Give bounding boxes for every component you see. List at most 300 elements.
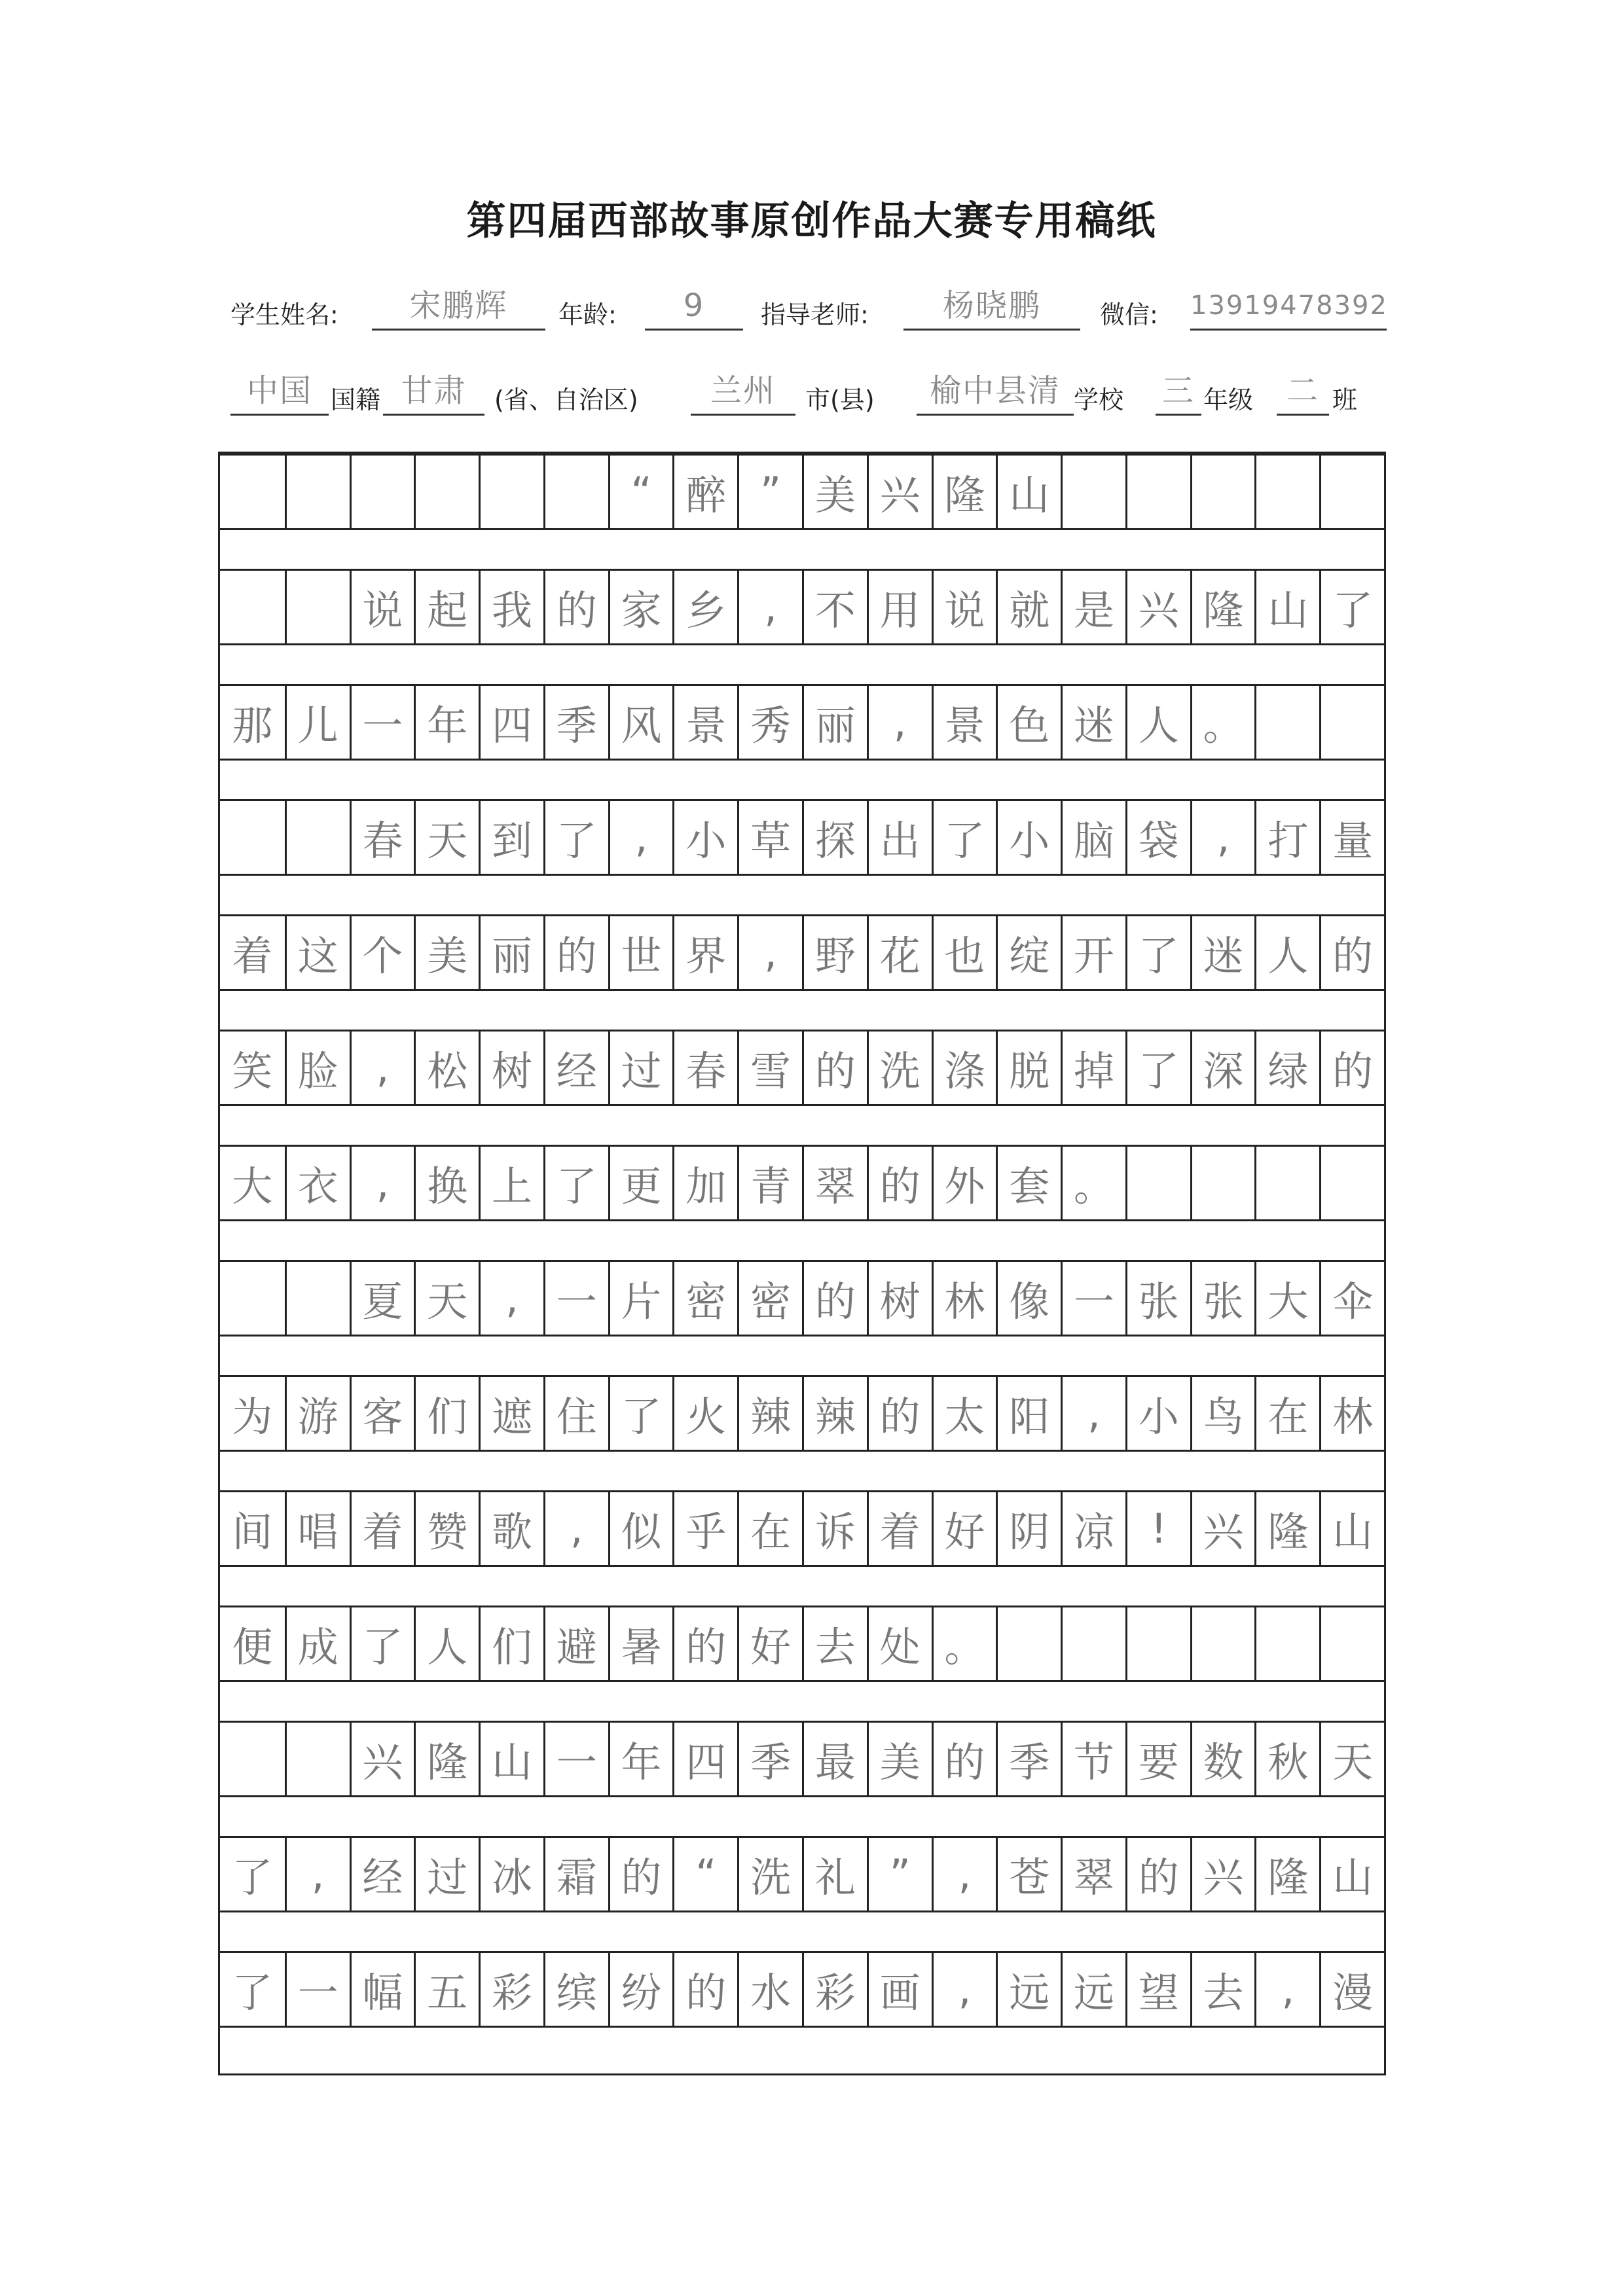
grid-cell: 隆: [1254, 1492, 1319, 1565]
city-label: 市(县): [805, 386, 875, 414]
grid-cell: 了: [232, 1854, 273, 1901]
grid-cell: [1254, 1607, 1319, 1680]
grid-cell: 山: [1319, 1838, 1384, 1910]
grid-cell: 远: [1061, 1953, 1125, 2026]
grid-cell: 一: [543, 1723, 608, 1795]
grid-cell: 了: [543, 1147, 608, 1219]
grid-cell: 缤: [543, 1953, 608, 2026]
grid-cell: 凉: [1061, 1492, 1125, 1565]
wechat-value: 13919478392: [1190, 285, 1387, 331]
name-value: 宋鹏辉: [372, 285, 545, 331]
grid-row-spacer: [220, 1335, 1384, 1375]
grid-cell: [1061, 456, 1125, 528]
grid-cell: 野: [802, 916, 867, 989]
grid-cell: [220, 1262, 285, 1335]
grid-cell: 避: [543, 1607, 608, 1680]
grid-cell: 人: [414, 1607, 479, 1680]
grid-cell: “: [672, 1838, 737, 1910]
grid-row-spacer: [220, 1565, 1384, 1605]
grid-cell: 阳: [996, 1377, 1061, 1450]
grid-cell: 起: [414, 571, 479, 643]
grid-cell: 年: [414, 686, 479, 759]
grid-cell: 探: [802, 801, 867, 874]
grid-row-spacer: [220, 759, 1384, 799]
grid-cell: ,: [932, 1953, 996, 2026]
grid-cell: 是: [1061, 571, 1125, 643]
grid-cell: 涤: [932, 1031, 996, 1104]
grid-cell: 遮: [479, 1377, 543, 1450]
grid-cell: 说: [932, 571, 996, 643]
grid-row-spacer: [220, 2026, 1384, 2066]
grid-cell: 山: [1254, 571, 1319, 643]
grid-cell: 的: [608, 1838, 673, 1910]
grid-cell: 密: [672, 1262, 737, 1335]
grid-cell: 翠: [1061, 1838, 1125, 1910]
grid-cell: 经: [350, 1838, 414, 1910]
grid-cell: 的: [867, 1147, 932, 1219]
grid-cell: 辣: [737, 1377, 802, 1450]
grid-cell: 雪: [737, 1031, 802, 1104]
grid-cell: 水: [737, 1953, 802, 2026]
grid-cell: 隆: [1254, 1838, 1319, 1910]
grid-cell: 一: [543, 1262, 608, 1335]
age-value: 9: [645, 285, 743, 331]
grid-cell: 秀: [737, 686, 802, 759]
grid-cell: 太: [932, 1377, 996, 1450]
grid-cell: ,: [285, 1838, 350, 1910]
grid-cell: 四: [672, 1723, 737, 1795]
grid-cell: 片: [608, 1262, 673, 1335]
grid-row: [220, 1145, 1384, 1219]
grid-cell: 张: [1125, 1262, 1190, 1335]
grid-cell: [1319, 1147, 1384, 1219]
grid-cell: 年: [608, 1723, 673, 1795]
grid-cell: 袋: [1125, 801, 1190, 874]
grid-cell: ,: [1061, 1377, 1125, 1450]
grid-cell: 的: [1125, 1838, 1190, 1910]
grid-row-spacer: [220, 1219, 1384, 1260]
grid-cell: 乎: [672, 1492, 737, 1565]
grid-cell: 过: [608, 1031, 673, 1104]
grid-cell: !: [1125, 1492, 1190, 1565]
grid-cell: 去: [1190, 1953, 1255, 2026]
grid-cell: 似: [608, 1492, 673, 1565]
grid-cell: 色: [996, 686, 1061, 759]
grid-cell: 间: [232, 1508, 273, 1556]
grid-cell: [1125, 1147, 1190, 1219]
grid-cell: 风: [608, 686, 673, 759]
grid-row: [220, 569, 1384, 643]
grid-cell: ,: [1190, 801, 1255, 874]
grid-cell: 上: [479, 1147, 543, 1219]
grid-cell: 青: [737, 1147, 802, 1219]
grid-cell: 景: [932, 686, 996, 759]
grid-cell: ,: [350, 1031, 414, 1104]
grid-cell: 兴: [1190, 1492, 1255, 1565]
writing-grid: [218, 452, 1386, 2075]
grid-cell: ,: [867, 686, 932, 759]
grid-cell: 鸟: [1190, 1377, 1255, 1450]
grid-cell: 小: [996, 801, 1061, 874]
grid-cell: [285, 1723, 350, 1795]
grid-cell: ”: [737, 456, 802, 528]
grid-cell: [1125, 1607, 1190, 1680]
grid-cell: 草: [737, 801, 802, 874]
grid-cell: 辣: [802, 1377, 867, 1450]
grid-cell: [1125, 456, 1190, 528]
grid-cell: 彩: [802, 1953, 867, 2026]
grid-row: [220, 914, 1384, 989]
grid-cell: 打: [1254, 801, 1319, 874]
grid-row: [220, 1951, 1384, 2026]
grid-cell: 的: [802, 1262, 867, 1335]
grid-cell: 绽: [996, 916, 1061, 989]
province-label: (省、自治区): [494, 386, 638, 414]
grid-cell: 到: [479, 801, 543, 874]
grid-cell: 美: [414, 916, 479, 989]
grid-cell: 的: [543, 571, 608, 643]
grid-cell: 幅: [350, 1953, 414, 2026]
grid-cell: [350, 456, 414, 528]
grid-cell: 开: [1061, 916, 1125, 989]
grid-cell: 季: [737, 1723, 802, 1795]
grid-cell: 歌: [479, 1492, 543, 1565]
grid-cell: 处: [867, 1607, 932, 1680]
grid-cell: 为: [232, 1393, 273, 1441]
grid-cell: 诉: [802, 1492, 867, 1565]
school-label: 学校: [1074, 386, 1124, 414]
grid-cell: 人: [1125, 686, 1190, 759]
grid-cell: 隆: [932, 456, 996, 528]
grid-cell: ,: [479, 1262, 543, 1335]
grid-cell: 着: [232, 932, 273, 980]
grid-cell: [220, 571, 285, 643]
grid-cell: 大: [1254, 1262, 1319, 1335]
grid-cell: “: [608, 456, 673, 528]
grid-cell: 洗: [737, 1838, 802, 1910]
grid-cell: 家: [608, 571, 673, 643]
grid-cell: 美: [802, 456, 867, 528]
grid-cell: 去: [802, 1607, 867, 1680]
age-label: 年龄:: [558, 300, 617, 329]
grid-cell: 更: [608, 1147, 673, 1219]
grid-cell: 界: [672, 916, 737, 989]
grid-cell: 住: [543, 1377, 608, 1450]
grid-cell: 小: [672, 801, 737, 874]
grid-row-spacer: [220, 528, 1384, 569]
grid-cell: 这: [285, 916, 350, 989]
grid-cell: 隆: [1190, 571, 1255, 643]
grid-cell: 火: [672, 1377, 737, 1450]
grid-row: [220, 1030, 1384, 1104]
grid-cell: 就: [996, 571, 1061, 643]
grid-cell: 笑: [232, 1047, 273, 1095]
grid-cell: 季: [996, 1723, 1061, 1795]
grid-cell: [479, 456, 543, 528]
grid-cell: 那: [232, 702, 273, 749]
grid-cell: 像: [996, 1262, 1061, 1335]
grid-cell: 迷: [1061, 686, 1125, 759]
grid-cell: 林: [1319, 1377, 1384, 1450]
teacher-value: 杨晓鹏: [903, 285, 1080, 331]
grid-cell: 了: [932, 801, 996, 874]
grid-cell: 纷: [608, 1953, 673, 2026]
grid-cell: 世: [608, 916, 673, 989]
grid-row-spacer: [220, 1910, 1384, 1951]
grid-cell: 好: [737, 1607, 802, 1680]
grid-cell: 在: [1254, 1377, 1319, 1450]
grid-cell: 脱: [996, 1031, 1061, 1104]
grid-cell: [1061, 1607, 1125, 1680]
grid-cell: [220, 456, 285, 528]
grid-cell: [220, 1723, 285, 1795]
grid-cell: 便: [232, 1623, 273, 1671]
grid-cell: 脸: [285, 1031, 350, 1104]
grid-cell: [1319, 1607, 1384, 1680]
grid-cell: 要: [1125, 1723, 1190, 1795]
grid-cell: 的: [932, 1723, 996, 1795]
grid-cell: 张: [1190, 1262, 1255, 1335]
grid-cell: 用: [867, 571, 932, 643]
grid-cell: 脑: [1061, 801, 1125, 874]
grid-cell: 套: [996, 1147, 1061, 1219]
grid-cell: 画: [867, 1953, 932, 2026]
grid-cell: 林: [932, 1262, 996, 1335]
grid-cell: 季: [543, 686, 608, 759]
grid-cell: 洗: [867, 1031, 932, 1104]
country-label: 国籍: [331, 386, 381, 414]
grid-row: [220, 454, 1384, 528]
grid-cell: 兴: [867, 456, 932, 528]
grid-cell: 最: [802, 1723, 867, 1795]
grid-cell: 山: [996, 456, 1061, 528]
grid-cell: 了: [350, 1607, 414, 1680]
grid-cell: ”: [867, 1838, 932, 1910]
grid-cell: 赞: [414, 1492, 479, 1565]
grid-cell: 个: [350, 916, 414, 989]
grid-cell: 山: [479, 1723, 543, 1795]
page-title: 第四届西部故事原创作品大赛专用稿纸: [466, 198, 1157, 244]
student-info-line: [0, 278, 1623, 331]
grid-cell: 花: [867, 916, 932, 989]
grid-row-spacer: [220, 1795, 1384, 1836]
grid-cell: 隆: [414, 1723, 479, 1795]
grid-cell: 礼: [802, 1838, 867, 1910]
grid-cell: [1254, 1147, 1319, 1219]
grid-cell: 成: [285, 1607, 350, 1680]
grid-row-spacer: [220, 1104, 1384, 1145]
grade-value: 三: [1156, 370, 1201, 416]
grid-cell: 在: [737, 1492, 802, 1565]
grid-cell: 们: [479, 1607, 543, 1680]
grid-cell: [1319, 686, 1384, 759]
grid-cell: 春: [672, 1031, 737, 1104]
grade-label: 年级: [1203, 386, 1254, 414]
grid-cell: [285, 1262, 350, 1335]
grid-cell: 美: [867, 1723, 932, 1795]
grid-cell: ,: [737, 571, 802, 643]
grid-cell: 数: [1190, 1723, 1255, 1795]
grid-cell: 。: [1061, 1147, 1125, 1219]
grid-row: [220, 1605, 1384, 1680]
grid-cell: [414, 456, 479, 528]
grid-cell: [220, 801, 285, 874]
grid-cell: 出: [867, 801, 932, 874]
grid-cell: 丽: [479, 916, 543, 989]
grid-cell: 翠: [802, 1147, 867, 1219]
grid-cell: 五: [414, 1953, 479, 2026]
grid-cell: 树: [867, 1262, 932, 1335]
grid-row-spacer: [220, 989, 1384, 1030]
grid-row: [220, 1490, 1384, 1565]
grid-cell: 唱: [285, 1492, 350, 1565]
grid-cell: 的: [672, 1607, 737, 1680]
grid-cell: 一: [285, 1953, 350, 2026]
grid-row: [220, 684, 1384, 759]
grid-cell: ,: [608, 801, 673, 874]
grid-cell: 山: [1319, 1492, 1384, 1565]
grid-cell: 们: [414, 1377, 479, 1450]
grid-cell: 春: [350, 801, 414, 874]
grid-cell: 了: [608, 1377, 673, 1450]
grid-cell: ,: [932, 1838, 996, 1910]
grid-cell: [1319, 456, 1384, 528]
grid-cell: 的: [1319, 1031, 1384, 1104]
grid-cell: 醉: [672, 456, 737, 528]
grid-cell: 加: [672, 1147, 737, 1219]
grid-cell: 量: [1319, 801, 1384, 874]
grid-cell: 了: [1125, 916, 1190, 989]
grid-cell: 霜: [543, 1838, 608, 1910]
grid-cell: 四: [479, 686, 543, 759]
grid-cell: [1190, 1607, 1255, 1680]
grid-cell: 松: [414, 1031, 479, 1104]
grid-cell: 一: [1061, 1262, 1125, 1335]
grid-cell: 经: [543, 1031, 608, 1104]
grid-cell: ,: [350, 1147, 414, 1219]
grid-cell: 。: [932, 1607, 996, 1680]
grid-cell: 兴: [1125, 571, 1190, 643]
grid-cell: 换: [414, 1147, 479, 1219]
grid-cell: 的: [867, 1377, 932, 1450]
grid-cell: 了: [543, 801, 608, 874]
grid-cell: 的: [1319, 916, 1384, 989]
grid-cell: 我: [479, 571, 543, 643]
origin-info-line: [0, 363, 1623, 416]
grid-cell: 冰: [479, 1838, 543, 1910]
grid-cell: 阴: [996, 1492, 1061, 1565]
grid-cell: 了: [1319, 571, 1384, 643]
country-value: 中国: [230, 370, 329, 416]
grid-cell: 。: [1190, 686, 1255, 759]
grid-cell: 掉: [1061, 1031, 1125, 1104]
grid-cell: [1190, 456, 1255, 528]
grid-cell: 说: [350, 571, 414, 643]
grid-cell: 漫: [1319, 1953, 1384, 2026]
grid-cell: 儿: [285, 686, 350, 759]
grid-cell: 了: [1125, 1031, 1190, 1104]
grid-cell: [996, 1607, 1061, 1680]
grid-cell: [1254, 456, 1319, 528]
class-label: 班: [1332, 386, 1358, 414]
grid-cell: 节: [1061, 1723, 1125, 1795]
grid-row: [220, 1260, 1384, 1335]
grid-cell: 夏: [350, 1262, 414, 1335]
grid-cell: 兴: [1190, 1838, 1255, 1910]
grid-cell: [285, 571, 350, 643]
grid-cell: 伞: [1319, 1262, 1384, 1335]
grid-cell: 兴: [350, 1723, 414, 1795]
name-label: 学生姓名:: [230, 300, 338, 329]
wechat-label: 微信:: [1100, 300, 1158, 329]
grid-cell: 大: [232, 1162, 273, 1210]
grid-row: [220, 1721, 1384, 1795]
grid-row-spacer: [220, 643, 1384, 684]
grid-cell: ,: [1254, 1953, 1319, 2026]
grid-cell: 望: [1125, 1953, 1190, 2026]
grid-row-spacer: [220, 874, 1384, 914]
grid-cell: 着: [350, 1492, 414, 1565]
grid-cell: 苍: [996, 1838, 1061, 1910]
school-value: 榆中县清: [917, 370, 1074, 416]
teacher-label: 指导老师:: [761, 300, 869, 329]
grid-cell: 远: [996, 1953, 1061, 2026]
grid-cell: 游: [285, 1377, 350, 1450]
grid-cell: 天: [1319, 1723, 1384, 1795]
grid-cell: 树: [479, 1031, 543, 1104]
grid-cell: 丽: [802, 686, 867, 759]
grid-cell: 客: [350, 1377, 414, 1450]
grid-cell: 的: [802, 1031, 867, 1104]
grid-cell: 深: [1190, 1031, 1255, 1104]
grid-cell: 好: [932, 1492, 996, 1565]
grid-cell: 的: [672, 1953, 737, 2026]
grid-cell: [1254, 686, 1319, 759]
grid-cell: 过: [414, 1838, 479, 1910]
grid-cell: [285, 456, 350, 528]
grid-cell: 一: [350, 686, 414, 759]
grid-cell: 了: [232, 1969, 273, 2017]
grid-cell: [543, 456, 608, 528]
grid-cell: ,: [543, 1492, 608, 1565]
grid-row-spacer: [220, 1680, 1384, 1721]
grid-cell: 小: [1125, 1377, 1190, 1450]
grid-cell: 人: [1254, 916, 1319, 989]
grid-cell: 密: [737, 1262, 802, 1335]
grid-cell: 乡: [672, 571, 737, 643]
grid-cell: 彩: [479, 1953, 543, 2026]
grid-cell: 不: [802, 571, 867, 643]
grid-cell: 也: [932, 916, 996, 989]
grid-cell: [285, 801, 350, 874]
grid-cell: ,: [737, 916, 802, 989]
class-value: 二: [1277, 370, 1329, 416]
grid-cell: 秋: [1254, 1723, 1319, 1795]
grid-cell: [1190, 1147, 1255, 1219]
grid-row-spacer: [220, 1450, 1384, 1490]
grid-cell: 暑: [608, 1607, 673, 1680]
grid-cell: 天: [414, 1262, 479, 1335]
grid-cell: 迷: [1190, 916, 1255, 989]
grid-cell: 天: [414, 801, 479, 874]
grid-row: [220, 1836, 1384, 1910]
grid-cell: 的: [543, 916, 608, 989]
province-value: 甘肃: [383, 370, 484, 416]
grid-cell: 着: [867, 1492, 932, 1565]
grid-row: [220, 1375, 1384, 1450]
city-value: 兰州: [691, 370, 795, 416]
grid-cell: 绿: [1254, 1031, 1319, 1104]
